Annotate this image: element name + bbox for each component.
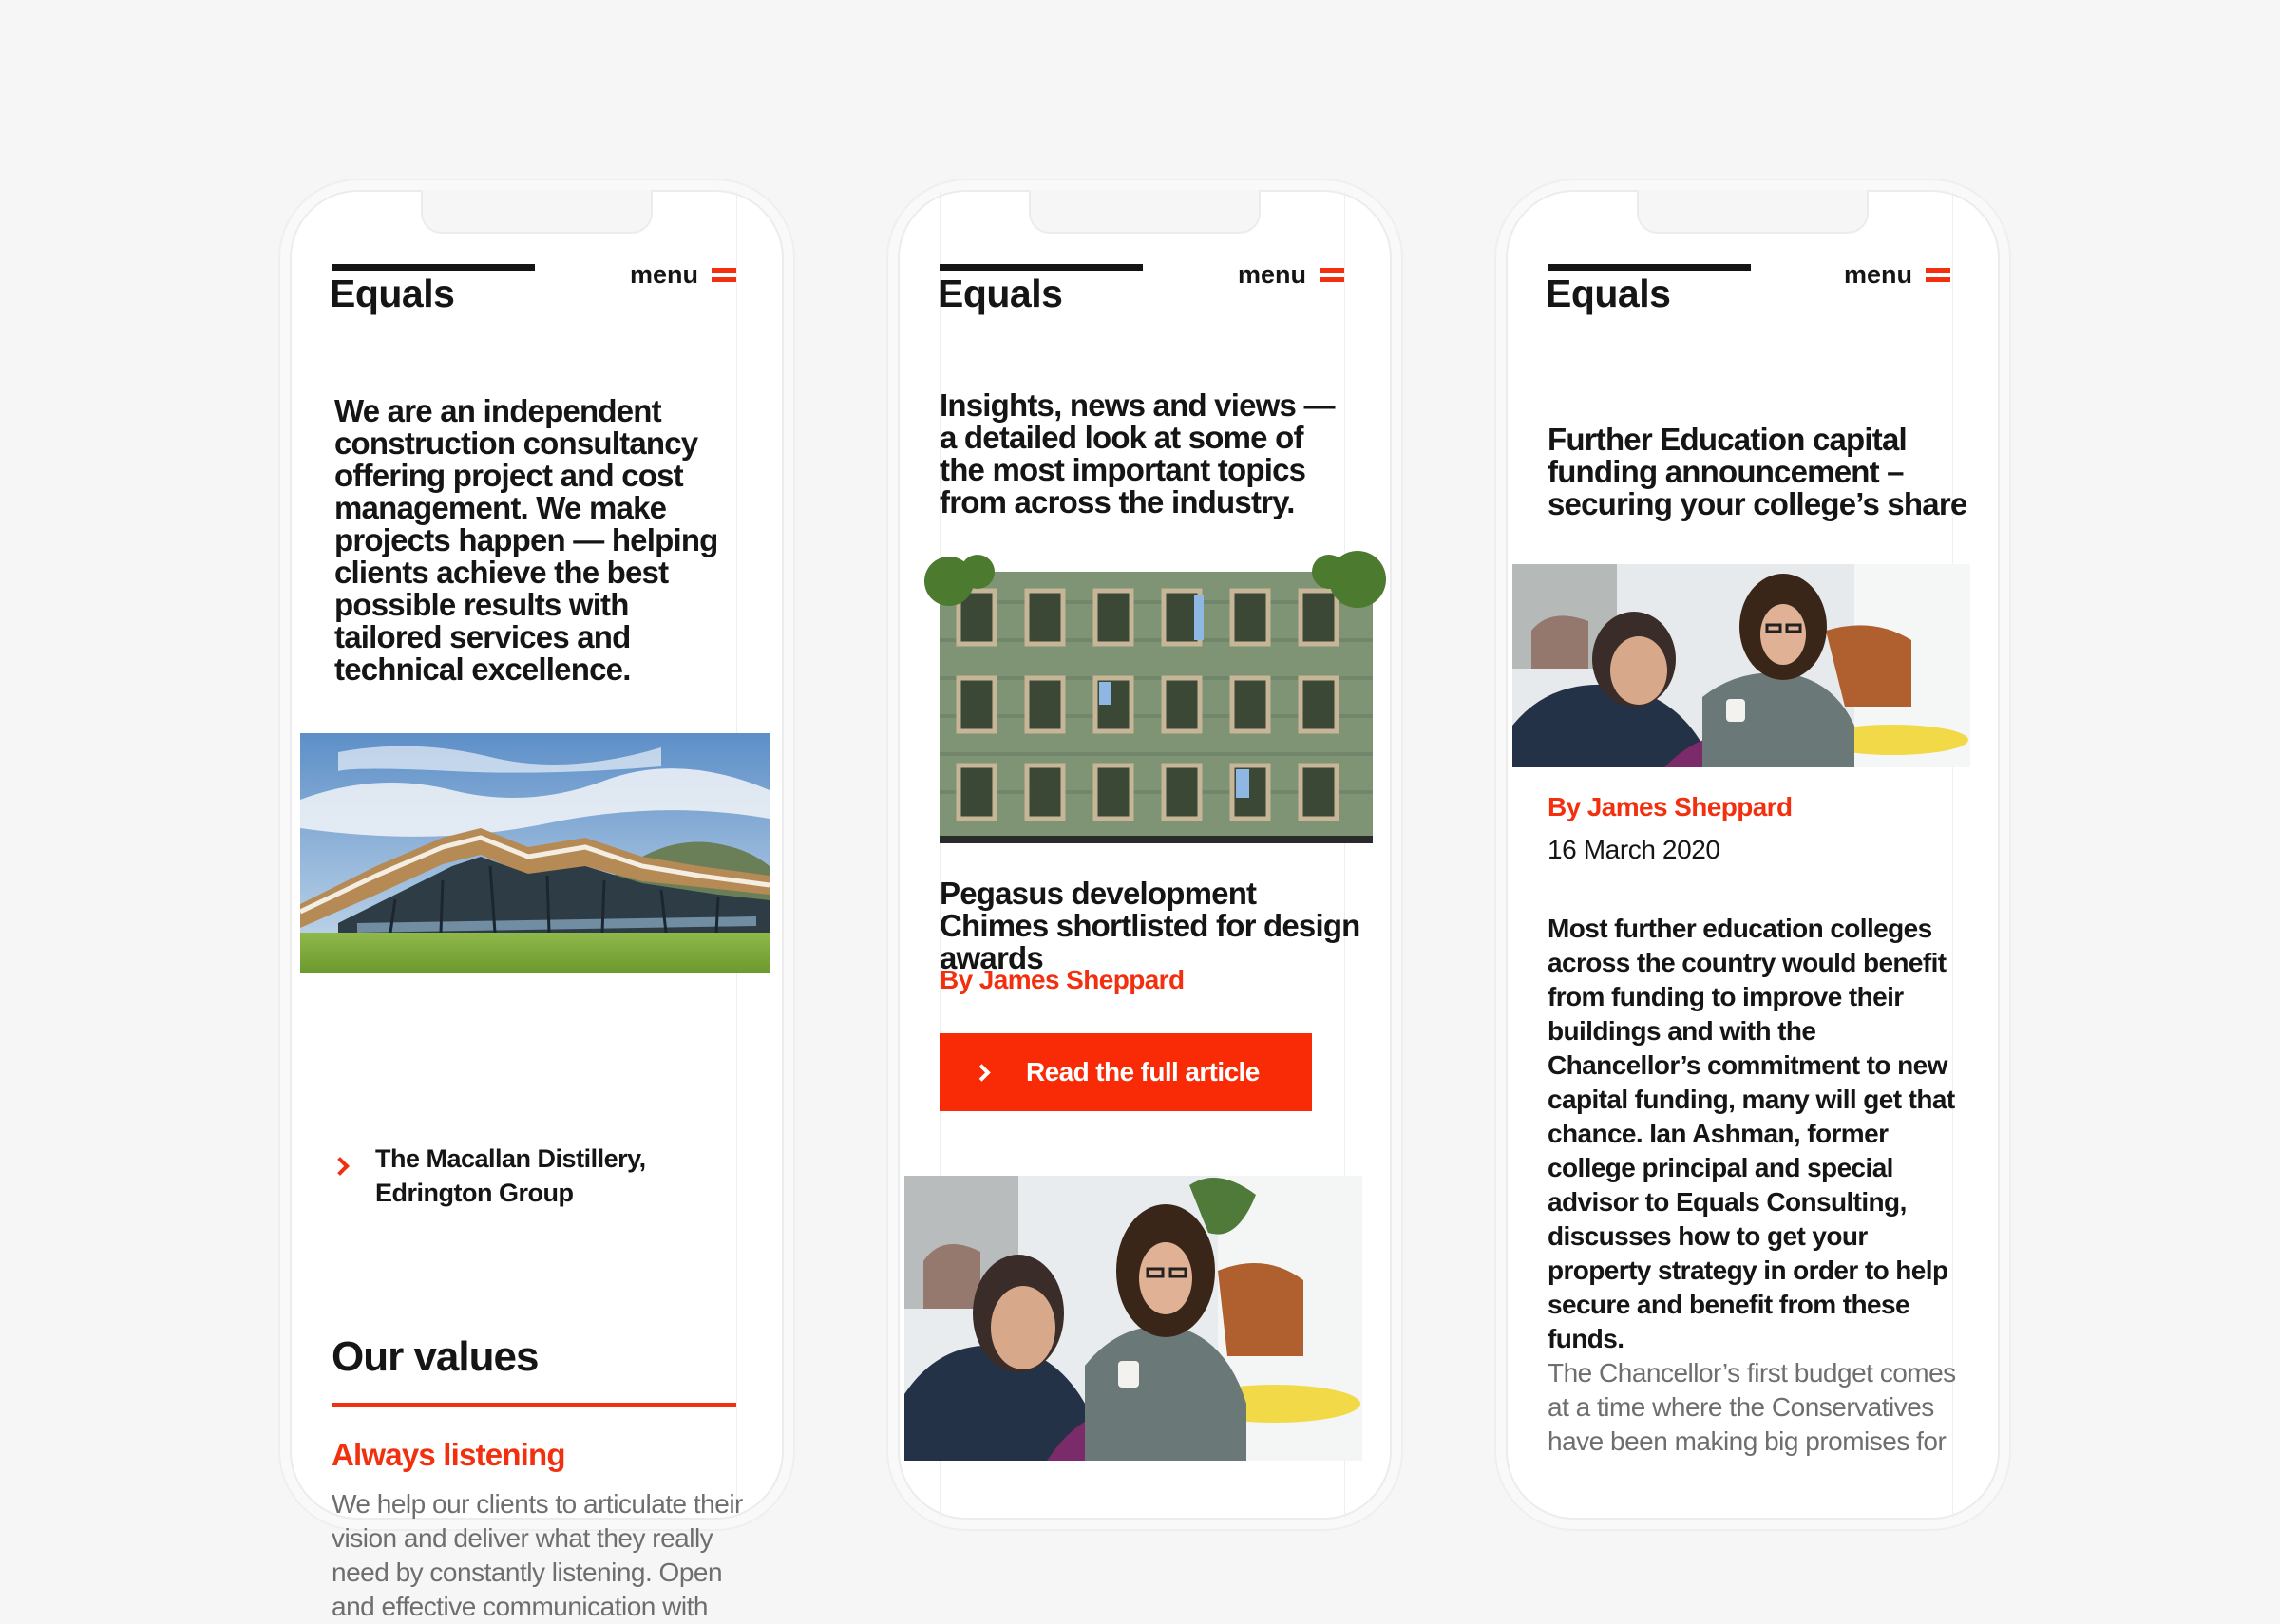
chevron-right-icon[interactable] [331,1157,350,1176]
value-item-title: Always listening [332,1437,565,1472]
phone-notch [1637,190,1869,234]
hamburger-icon[interactable] [712,268,736,283]
logo-bar [1548,264,1751,271]
logo-bar [940,264,1143,271]
distillery-building-photo-graphic [300,733,770,973]
article-title[interactable]: Pegasus development Chimes shortlisted for design awards [940,876,1360,975]
value-item-text: We help our clients to articulate their vision and deliver what they really need by constantly listening. Open and effective communication with [332,1489,743,1621]
intro-text: We are an independent construction consultancy offering project and cost management. We make projects happen — helping clients achieve the best possible results with tailored services and technical excellence. [334,393,718,687]
article-date: 16 March 2020 [1548,835,1720,864]
menu-button-label[interactable]: menu [1844,260,1913,289]
project-caption-line-2: Edrington Group [375,1179,574,1207]
article-title: Further Education capital funding announcement – securing your college’s share [1548,422,1967,521]
phone-notch [1029,190,1261,234]
phone-notch [421,190,653,234]
hamburger-icon[interactable] [1926,268,1950,283]
read-full-article-button[interactable] [940,1033,1312,1111]
menu-button-label[interactable]: menu [630,260,699,289]
chevron-right-icon [973,1064,990,1081]
article-byline[interactable]: By James Sheppard [940,965,1185,994]
meeting-photo-graphic [904,1176,1362,1461]
menu-button-label[interactable]: menu [1238,260,1307,289]
meeting-photo[interactable] [1512,564,1970,767]
hamburger-icon[interactable] [1320,268,1344,283]
phone-mockup-article [1506,190,2000,1520]
values-heading-rule [332,1403,736,1407]
intro-text: Insights, news and views — a detailed look at some of the most important topics from across the industry. [940,387,1335,519]
project-caption[interactable] [375,1142,717,1210]
read-full-article-label: Read the full article [1026,1057,1260,1086]
meeting-photo-graphic [1512,564,1970,767]
meeting-photo[interactable] [904,1176,1362,1461]
values-heading: Our values [332,1333,539,1380]
phone-mockup-insights [898,190,1392,1520]
logo-bar [332,264,535,271]
green-brick-facade-photo-graphic [940,572,1373,843]
article-byline[interactable]: By James Sheppard [1548,792,1793,821]
distillery-building-photo[interactable] [300,733,770,973]
logo[interactable]: Equals [1546,272,1671,315]
article-body-text: The Chancellor’s first budget comes at a time where the Conservatives have been making big promises for [1548,1358,1956,1456]
logo[interactable]: Equals [330,272,455,315]
green-brick-facade-photo[interactable] [940,572,1373,843]
project-caption-line-1: The Macallan Distillery, [375,1144,646,1173]
phone-mockup-home [290,190,784,1621]
logo[interactable]: Equals [938,272,1063,315]
article-body-lead: Most further education colleges across the country would benefit from funding to improve their buildings and with the Chancellor’s commitment to new capital funding, many will get that chance. Ian Ashman, former college principal and special advisor to Equals Consulting, discusses how to get your property strategy in order to help secure and benefit from these funds. [1548,914,1955,1353]
